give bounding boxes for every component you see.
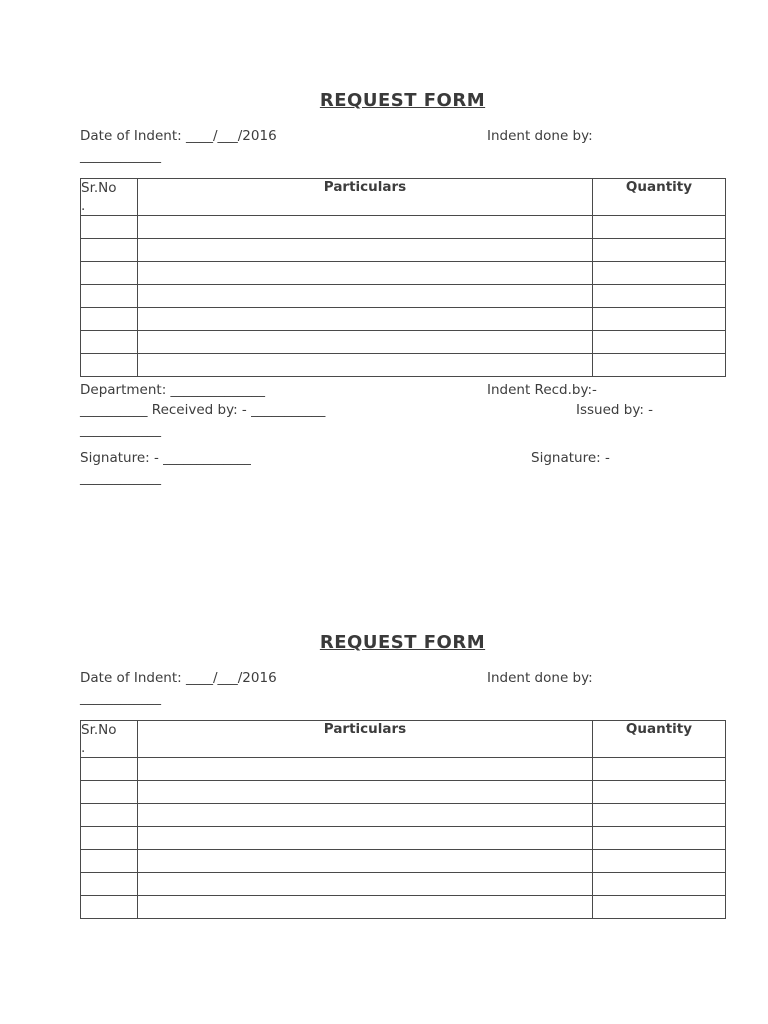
- table-cell: [81, 285, 138, 308]
- table-cell: [593, 262, 726, 285]
- table-cell: [593, 804, 726, 827]
- date-of-indent-text: Date of Indent: ____/___/2016: [80, 670, 277, 686]
- table-cell: [138, 896, 593, 919]
- table-cell: [593, 873, 726, 896]
- table-row: [81, 262, 726, 285]
- table-cell: [138, 308, 593, 331]
- date-of-indent-text: Date of Indent: ____/___/2016: [80, 128, 277, 144]
- table-cell: [138, 262, 593, 285]
- table-cell: [138, 781, 593, 804]
- header-srno-line1: Sr.No: [81, 722, 117, 738]
- table-cell: [593, 781, 726, 804]
- table-cell: [593, 827, 726, 850]
- table-row: [81, 308, 726, 331]
- footer-wrap-line-1: ____________: [80, 422, 161, 438]
- table-row: [81, 850, 726, 873]
- table-cell: [593, 285, 726, 308]
- table-row: [81, 804, 726, 827]
- table-cell: [138, 758, 593, 781]
- table-cell: [593, 331, 726, 354]
- table-cell: [593, 308, 726, 331]
- header-srno-cell: [81, 179, 138, 216]
- form-title: REQUEST FORM: [319, 90, 486, 111]
- indent-recd-by-label: Indent Recd.by:-: [487, 382, 597, 398]
- indent-done-by-text: Indent done by:: [487, 670, 593, 686]
- table-cell: [81, 216, 138, 239]
- table-row: [81, 896, 726, 919]
- table-cell: [138, 331, 593, 354]
- table-cell: [593, 850, 726, 873]
- table-cell: [138, 827, 593, 850]
- received-by-label: __________ Received by: - ___________: [80, 402, 326, 418]
- indent-done-by-text: Indent done by:: [487, 128, 593, 144]
- table-row: [81, 216, 726, 239]
- table-cell: [81, 354, 138, 377]
- table-cell: [81, 262, 138, 285]
- footer-wrap-line-2: ____________: [80, 470, 161, 486]
- table-cell: [81, 827, 138, 850]
- table-cell: [81, 239, 138, 262]
- table-row: [81, 331, 726, 354]
- footer-line-received: [80, 400, 725, 420]
- form-footer: [80, 380, 725, 488]
- table-cell: [81, 331, 138, 354]
- table-cell: [81, 781, 138, 804]
- signature-right-label: Signature: -: [531, 450, 610, 466]
- table-cell: [138, 804, 593, 827]
- date-wrap-line: ____________: [80, 148, 161, 164]
- date-line: [80, 126, 725, 146]
- date-line: [80, 668, 725, 688]
- table-cell: [138, 285, 593, 308]
- table-cell: [138, 354, 593, 377]
- table-cell: [138, 216, 593, 239]
- table-cell: [138, 873, 593, 896]
- header-srno-cell: [81, 721, 138, 758]
- table-header-row: [81, 721, 726, 758]
- form-title: REQUEST FORM: [319, 632, 486, 653]
- table-cell: [81, 896, 138, 919]
- table-cell: [81, 850, 138, 873]
- signature-left-label: Signature: - _____________: [80, 450, 251, 466]
- date-wrap-line: ____________: [80, 690, 161, 706]
- table-row: [81, 285, 726, 308]
- request-table: [80, 720, 726, 919]
- table-header-row: [81, 179, 726, 216]
- header-particulars-cell: Particulars: [138, 179, 593, 216]
- request-table: [80, 178, 726, 377]
- table-cell: [593, 896, 726, 919]
- header-srno-line2: .: [81, 740, 86, 756]
- table-row: [81, 239, 726, 262]
- table-cell: [593, 758, 726, 781]
- table-row: [81, 873, 726, 896]
- header-srno-line1: Sr.No: [81, 180, 117, 196]
- footer-line-signature: [80, 448, 725, 468]
- table-cell: [81, 804, 138, 827]
- header-quantity-cell: Quantity: [593, 721, 726, 758]
- table-row: [81, 827, 726, 850]
- table-cell: [81, 873, 138, 896]
- table-cell: [593, 239, 726, 262]
- footer-line-department: [80, 380, 725, 400]
- table-row: [81, 758, 726, 781]
- table-cell: [81, 308, 138, 331]
- table-cell: [138, 850, 593, 873]
- table-cell: [81, 758, 138, 781]
- department-label: Department: ______________: [80, 382, 266, 398]
- header-particulars-cell: Particulars: [138, 721, 593, 758]
- table-cell: [138, 239, 593, 262]
- header-quantity-cell: Quantity: [593, 179, 726, 216]
- header-srno-line2: .: [81, 198, 86, 214]
- table-cell: [593, 216, 726, 239]
- table-cell: [593, 354, 726, 377]
- table-row: [81, 781, 726, 804]
- issued-by-label: Issued by: -: [576, 402, 654, 418]
- table-row: [81, 354, 726, 377]
